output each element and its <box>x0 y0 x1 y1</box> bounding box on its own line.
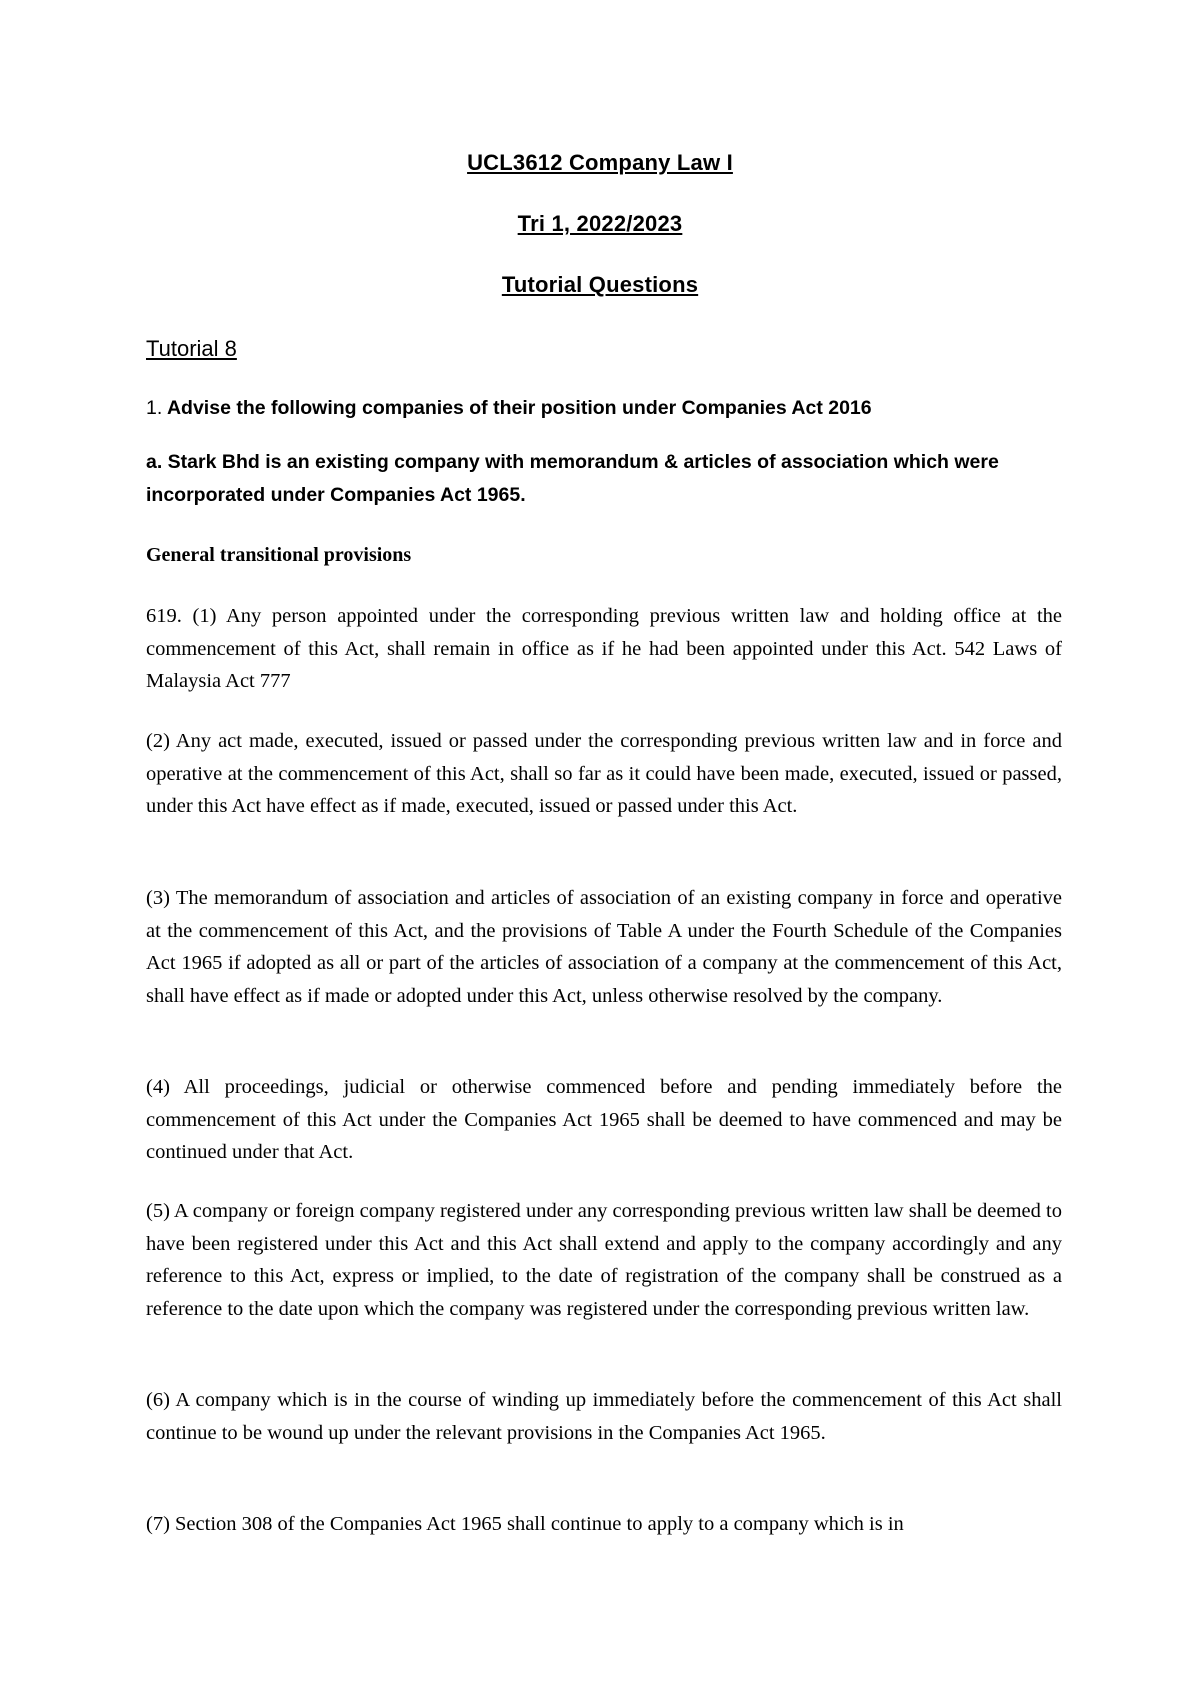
paragraph-4: (4) All proceedings, judicial or otherwise commenced before and pending immediately before the commencement of this Act under the Companies Act 1965 shall be deemed to have commenced and may be continued under that Act. <box>146 1076 1062 1163</box>
section-heading: General transitional provisions <box>146 544 412 566</box>
paragraph-619-1: 619. (1) Any person appointed under the corresponding previous written law and holding office at the commencement of this Act, shall remain in office as if he had been appointed under this Act. 542 Laws of Malaysia Act 777 <box>146 605 1062 692</box>
question-1a: a. Stark Bhd is an existing company with memorandum & articles of association which were incorporated under Companies Act 1965. <box>146 451 999 506</box>
paragraph-5: (5) A company or foreign company registered under any corresponding previous written law shall be deemed to have been registered under this Act and this Act shall extend and apply to the company accordingly and any reference to this Act, express or implied, to the date of registration of the company shall be construed as a reference to the date upon which the company was registered under the corresponding previous written law. <box>146 1200 1062 1320</box>
paragraph-3: (3) The memorandum of association and articles of association of an existing company in force and operative at the commencement of this Act, and the provisions of Table A under the Fourth Schedule of the Companies Act 1965 if adopted as all or part of the articles of association of a company at the commencement of this Act, shall have effect as if made or adopted under this Act, unless otherwise resolved by the company. <box>146 887 1062 1007</box>
question-1-number: 1. <box>146 397 163 419</box>
term-heading: Tri 1, 2022/2023 <box>517 211 683 236</box>
tutorial-label: Tutorial 8 <box>146 336 237 361</box>
doc-type-heading: Tutorial Questions <box>501 272 699 297</box>
course-title: UCL3612 Company Law I <box>467 150 733 175</box>
paragraph-7: (7) Section 308 of the Companies Act 1965 shall continue to apply to a company which is in <box>146 1513 904 1535</box>
question-1 <box>146 392 1062 425</box>
paragraph-2: (2) Any act made, executed, issued or passed under the corresponding previous written law and in force and operative at the commencement of this Act, shall so far as it could have been made, executed, issued or passed, under this Act have effect as if made, executed, issued or passed under this Act. <box>146 730 1062 817</box>
paragraph-6: (6) A company which is in the course of winding up immediately before the commencement of this Act shall continue to be wound up under the relevant provisions in the Companies Act 1965. <box>146 1389 1062 1444</box>
question-1-text: Advise the following companies of their position under Companies Act 2016 <box>166 397 872 419</box>
